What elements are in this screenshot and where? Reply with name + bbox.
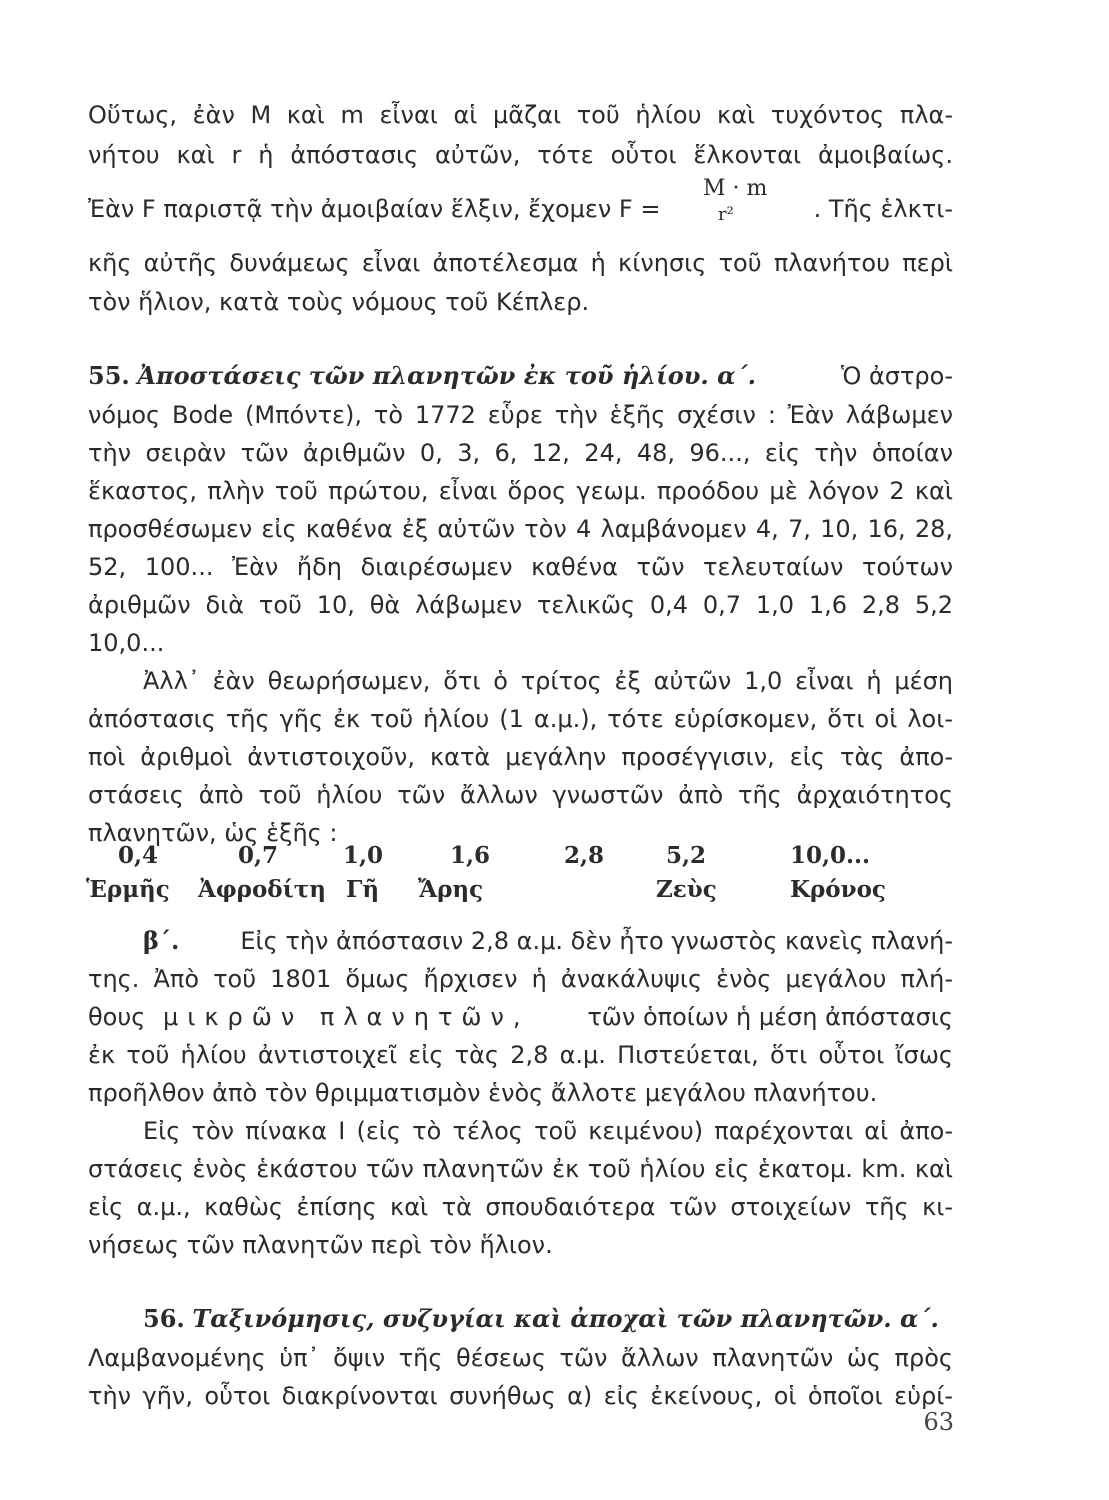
text-line: εἰς α.μ., καθὼς ἐπίσης καὶ τὰ σπουδαιότερα τῶν στοιχείων τῆς κι- bbox=[88, 1193, 953, 1221]
text-line: νήσεως τῶν πλανητῶν περὶ τὸν ἥλιον. bbox=[88, 1231, 553, 1259]
text-fragment: Ὁ ἀστρο- bbox=[840, 362, 953, 390]
text-fragment: θους bbox=[88, 1003, 146, 1031]
subsection-label: β΄. bbox=[143, 926, 180, 955]
formula-denominator: r² bbox=[718, 204, 734, 225]
page-number: 63 bbox=[923, 1408, 954, 1436]
planet-name: Κρόνος bbox=[790, 876, 886, 903]
text-line: προσθέσωμεν εἰς καθένα ἐξ αὐτῶν τὸν 4 λαμβάνομεν 4, 7, 10, 16, 28, bbox=[88, 515, 953, 543]
text-line: προῆλθον ἀπὸ τὸν θριμματισμὸν ἑνὸς ἄλλοτε μεγάλου πλανήτου. bbox=[88, 1079, 878, 1107]
distance-value: 5,2 bbox=[666, 842, 707, 869]
text-line: 52, 100... Ἐὰν ἤδη διαιρέσωμεν καθένα τῶν τελευταίων τούτων bbox=[88, 553, 953, 581]
section-56-heading-line bbox=[143, 1300, 953, 1338]
text-fragment: τῶν ὁποίων ἡ μέση ἀπόστασις bbox=[587, 1003, 953, 1031]
planet-name: Ἄρης bbox=[418, 876, 484, 903]
text-line: Λαμβανομένης ὑπ᾽ ὄψιν τῆς θέσεως τῶν ἄλλων πλανητῶν ὡς πρὸς bbox=[88, 1344, 953, 1372]
beta-paragraph-first-line bbox=[143, 922, 953, 960]
section-number: 56. bbox=[143, 1304, 185, 1333]
text-line: ἕκαστος, πλὴν τοῦ πρώτου, εἶναι ὅρος γεωμ. προόδου μὲ λόγον 2 καὶ bbox=[88, 477, 953, 505]
text-line: πλανητῶν, ὡς ἑξῆς : bbox=[88, 819, 338, 847]
text-line: ἀπόστασις τῆς γῆς ἐκ τοῦ ἡλίου (1 α.μ.), τότε εὑρίσκομεν, ὅτι οἱ λοι- bbox=[88, 705, 953, 733]
distance-value: 10,0... bbox=[790, 842, 871, 869]
section-55-heading-line bbox=[88, 357, 953, 395]
text-line: ἐκ τοῦ ἡλίου ἀντιστοιχεῖ εἰς τὰς 2,8 α.μ. Πιστεύεται, ὅτι οὗτοι ἴσως bbox=[88, 1041, 953, 1069]
text-line: νόμος Bode (Μπόντε), τὸ 1772 εὗρε τὴν ἑξῆς σχέσιν : Ἐὰν λάβωμεν bbox=[88, 401, 953, 429]
spaced-term: μικρῶν πλανητῶν, bbox=[162, 1003, 530, 1031]
text-line: 10,0... bbox=[88, 629, 165, 657]
text-line: τὴν γῆν, οὗτοι διακρίνονται συνήθως α) εἰς ἐκείνους, οἱ ὁποῖοι εὑρί- bbox=[88, 1382, 953, 1410]
distance-value: 1,6 bbox=[450, 842, 491, 869]
text-line: ποὶ ἀριθμοὶ ἀντιστοιχοῦν, κατὰ μεγάλην προσέγγισιν, εἰς τὰς ἀπο- bbox=[88, 743, 953, 771]
text-line: στάσεις ἀπὸ τοῦ ἡλίου τῶν ἄλλων γνωστῶν ἀπὸ τῆς ἀρχαιότητος bbox=[88, 781, 953, 809]
text-line: τὴν σειρὰν τῶν ἀριθμῶν 0, 3, 6, 12, 24, 48, 96..., εἰς τὴν ὁποίαν bbox=[88, 439, 953, 467]
text-line: Ἐὰν F παριστᾷ τὴν ἀμοιβαίαν ἕλξιν, ἔχομεν F = bbox=[88, 195, 661, 223]
text-line: Οὕτως, ἐὰν Μ καὶ m εἶναι αἱ μᾶζαι τοῦ ἡλίου καὶ τυχόντος πλα- bbox=[88, 101, 953, 129]
distance-value: 1,0 bbox=[343, 842, 384, 869]
text-line: Εἰς τὸν πίνακα Ι (εἰς τὸ τέλος τοῦ κειμένου) παρέχονται αἱ ἀπο- bbox=[143, 1117, 953, 1145]
text-line: στάσεις ἑνὸς ἑκάστου τῶν πλανητῶν ἐκ τοῦ ἡλίου εἰς ἑκατομ. km. καὶ bbox=[88, 1155, 953, 1183]
text-fragment: Εἰς τὴν ἀπόστασιν 2,8 α.μ. δὲν ἦτο γνωστὸς κανεὶς πλανή- bbox=[240, 927, 953, 955]
text-line: της. Ἀπὸ τοῦ 1801 ὅμως ἤρχισεν ἡ ἀνακάλυψις ἑνὸς μεγάλου πλή- bbox=[88, 965, 953, 993]
text-line: Ἀλλ᾽ ἐὰν θεωρήσωμεν, ὅτι ὁ τρίτος ἐξ αὐτῶν 1,0 εἶναι ἡ μέση bbox=[143, 667, 953, 695]
text-line: κῆς αὐτῆς δυνάμεως εἶναι ἀποτέλεσμα ἡ κίνησις τοῦ πλανήτου περὶ bbox=[88, 249, 953, 277]
planet-name: Ἑρμῆς bbox=[86, 876, 170, 903]
distance-value: 2,8 bbox=[564, 842, 605, 869]
planet-name: Γῆ bbox=[346, 876, 380, 903]
section-title: Ταξινόμησις, συζυγίαι καὶ ἀποχαὶ τῶν πλανητῶν. α΄. bbox=[192, 1304, 939, 1333]
planet-name: Ζεὺς bbox=[656, 876, 717, 903]
distance-value: 0,7 bbox=[238, 842, 279, 869]
text-line: ἀριθμῶν διὰ τοῦ 10, θὰ λάβωμεν τελικῶς 0,4 0,7 1,0 1,6 2,8 5,2 bbox=[88, 591, 953, 619]
section-title: Ἀποστάσεις τῶν πλανητῶν ἐκ τοῦ ἡλίου. α΄. bbox=[137, 361, 756, 390]
distance-value: 0,4 bbox=[118, 842, 159, 869]
text-line: . Τῆς ἑλκτι- bbox=[813, 195, 953, 223]
formula-numerator: M · m bbox=[703, 176, 768, 201]
text-line: νήτου καὶ r ἡ ἀπόστασις αὐτῶν, τότε οὗτοι ἕλκονται ἀμοιβαίως. bbox=[88, 141, 953, 169]
section-number: 55. bbox=[88, 361, 130, 390]
planet-name: Ἀφροδίτη bbox=[198, 876, 326, 903]
text-line-with-spaced-term bbox=[88, 998, 953, 1036]
text-line: τὸν ἥλιον, κατὰ τοὺς νόμους τοῦ Κέπλερ. bbox=[88, 288, 590, 316]
